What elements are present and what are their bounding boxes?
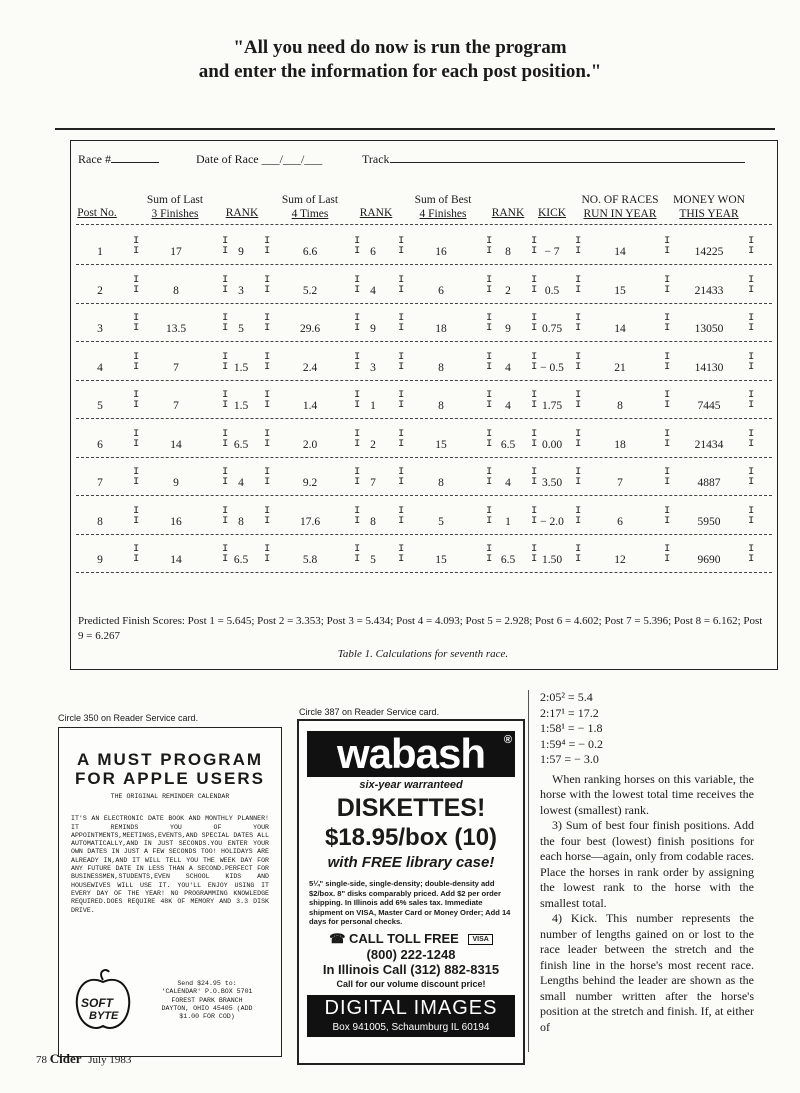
table-cell-last4: 6.6 [302, 246, 318, 258]
table-cell-last3: 13.5 [165, 323, 187, 335]
column-separator: I I [222, 466, 229, 488]
header-money: MONEY WON THIS YEAR [673, 194, 745, 220]
table-cell-races: 15 [614, 284, 626, 297]
column-separator: I I [664, 466, 671, 488]
table-cell-last3: 14 [170, 438, 182, 451]
table-cell-best4: 8 [438, 361, 444, 374]
column-separator: I I [486, 312, 493, 334]
table-cell-races: 14 [614, 323, 626, 335]
page-footer [36, 1051, 131, 1067]
column-separator: I I [486, 389, 493, 411]
header-rank-3: RANK [491, 207, 525, 219]
column-separator: I I [133, 543, 140, 565]
table-cell-r1: 3 [238, 284, 244, 297]
column-separator: I I [486, 466, 493, 488]
column-separator: I I [133, 273, 140, 296]
table-cell-money: 9690 [697, 554, 721, 566]
row-divider [76, 572, 772, 573]
table-cell-last4: 2.0 [302, 438, 318, 451]
column-separator: I I [354, 350, 361, 373]
table-cell-kick: 0.00 [541, 438, 563, 451]
wabash-promo: with FREE library case! [327, 854, 495, 871]
column-separator: I I [354, 427, 361, 450]
column-separator: I I [222, 273, 229, 296]
header-rank-1: RANK [225, 207, 259, 219]
column-separator: I I [575, 273, 582, 296]
pull-quote-line2: and enter the information for each post position." [198, 61, 602, 82]
column-separator: I I [222, 389, 229, 411]
table-cell-best4: 16 [435, 246, 447, 258]
column-separator: I I [575, 350, 582, 373]
column-separator: I I [264, 543, 271, 565]
column-separator: I I [354, 312, 361, 334]
ad-apple-body: IT'S AN ELECTRONIC DATE BOOK AND MONTHLY PLANNER! IT REMINDS YOU OF YOUR APPOINTMENTS,MEETINGS,EVENTS,AND SPECIAL DATES ALL AUTOMATICALLY,AND IN JUST SECONDS.YOU ENTER YOUR OWN DATES IN JUST A FEW SECONDS TOO! HOLIDAYS ARE ALREADY IN,AND IT WILL TELL YOU THE WEEK DAY FOR ANY FUTURE DATE IN LESS THAN A SECOND.PERFECT FOR BUSINESSMEN,STUDENTS,EVEN SCHOOL KIDS AND HOUSEWIVES WILL USE IT. YOU'LL ENJOY USING IT EVERY DAY OF THE YEAR! NO PROGRAMMING KNOWLEDGE REQUIRED.DOES REQUIRE 48K OF MEMORY AND 3.3 DISK DRIVE. [71, 815, 269, 914]
column-separator: I I [664, 312, 671, 334]
column-separator: I I [748, 235, 755, 257]
ad-apple-subtitle: THE ORIGINAL REMINDER CALENDAR [110, 793, 230, 800]
column-separator: I I [222, 504, 229, 527]
table-cell-kick: 0.5 [544, 284, 560, 297]
column-separator: I I [133, 350, 140, 373]
table-cell-r2: 8 [370, 515, 376, 528]
column-separator: I I [133, 235, 140, 257]
table-cell-last3: 16 [170, 515, 182, 528]
table-cell-r1: 8 [238, 515, 244, 528]
table-cell-r3: 4 [505, 477, 511, 489]
table-cell-best4: 18 [435, 323, 447, 335]
column-separator: I I [398, 543, 405, 565]
table-cell-r3: 9 [505, 323, 511, 335]
row-divider [76, 303, 772, 304]
calc-line: 1:59⁴ = − 0.2 [540, 736, 604, 751]
column-separator: I I [133, 427, 140, 450]
header-kick: KICK [537, 207, 567, 219]
column-separator: I I [748, 312, 755, 334]
column-separator: I I [264, 312, 271, 334]
table-cell-r1: 6.5 [233, 438, 249, 451]
column-separator: I I [133, 312, 140, 334]
table-cell-last3: 7 [173, 400, 179, 412]
table-cell-post: 8 [97, 515, 103, 528]
row-divider [76, 341, 772, 342]
column-separator: I I [664, 504, 671, 527]
paragraph: 3) Sum of best four finish positions. Add the four best (lowest) finish positions for each horse—again, only from codable races. Place the horses in rank order by assigning the lowest rank to the horse with the smallest total. [540, 818, 754, 910]
calc-line: 1:57 = − 3.0 [540, 752, 599, 766]
column-separator: I I [575, 543, 582, 565]
table-cell-best4: 15 [435, 438, 447, 451]
column-separator: I I [222, 543, 229, 565]
row-divider [76, 380, 772, 381]
column-separator: I I [486, 543, 493, 565]
table-cell-money: 4887 [697, 477, 721, 489]
column-separator: I I [398, 466, 405, 488]
column-separator: I I [575, 466, 582, 488]
table-cell-best4: 6 [438, 284, 444, 297]
column-separator: I I [748, 350, 755, 373]
table-cell-last3: 14 [170, 554, 182, 566]
table-cell-last4: 17.6 [299, 515, 321, 528]
column-separator: I I [486, 235, 493, 257]
column-separator: I I [748, 466, 755, 488]
wabash-product: DISKETTES! [336, 794, 486, 822]
table-cell-races: 7 [617, 477, 623, 489]
header-sum-best4: Sum of Best 4 Finishes [414, 194, 472, 220]
header-rank-2: RANK [359, 207, 393, 219]
table-cell-last4: 5.8 [302, 554, 318, 566]
table-cell-r3: 2 [505, 284, 511, 297]
table-cell-kick: − 2.0 [540, 515, 564, 528]
table-cell-money: 21433 [694, 284, 724, 297]
table-cell-last3: 7 [173, 361, 179, 374]
table-cell-races: 8 [617, 400, 623, 412]
table-cell-last4: 5.2 [302, 284, 318, 297]
row-divider [76, 264, 772, 265]
calc-line: 1:58¹ = − 1.8 [540, 721, 603, 735]
table-cell-r2: 5 [370, 554, 376, 566]
column-separator: I I [264, 466, 271, 488]
column-separator: I I [222, 427, 229, 450]
column-separator: I I [354, 543, 361, 565]
wabash-details: 5¼" single-side, single-density; double-density add $2/box. 8" disks comparably priced. Add $2 per order shipping. In Illinois add 6% sales tax. Immediate shipment on VISA, Master Card or Money Order; Add 14 days for personal checks. [309, 879, 511, 926]
table-cell-money: 14225 [694, 246, 724, 258]
column-separator: I I [531, 466, 538, 488]
column-separator: I I [664, 235, 671, 257]
column-separator: I I [575, 504, 582, 527]
column-separator: I I [748, 389, 755, 411]
column-separator: I I [222, 312, 229, 334]
column-separator: I I [264, 389, 271, 411]
table-cell-last4: 2.4 [302, 361, 318, 374]
race-label: Race # [78, 152, 111, 166]
column-separator: I I [748, 504, 755, 527]
date-field [196, 152, 322, 167]
header-sum-last3: Sum of Last 3 Finishes [146, 194, 204, 220]
table-cell-last3: 8 [173, 284, 179, 297]
column-separator: I I [575, 235, 582, 257]
table-cell-last3: 9 [173, 477, 179, 489]
column-separator: I I [398, 389, 405, 411]
track-label: Track [362, 152, 390, 166]
header-races: NO. OF RACES RUN IN YEAR [581, 194, 659, 220]
column-separator: I I [664, 389, 671, 411]
table-cell-r3: 6.5 [500, 438, 516, 451]
calc-line: 2:17¹ = 17.2 [540, 705, 599, 720]
table-cell-kick: 1.75 [541, 400, 563, 412]
column-separator: I I [398, 235, 405, 257]
ad-apple [58, 727, 282, 1057]
table-cell-money: 13050 [694, 323, 724, 335]
table-cell-r2: 4 [370, 284, 376, 297]
column-separator: I I [748, 427, 755, 450]
row-divider [76, 534, 772, 535]
table-cell-post: 4 [97, 361, 103, 374]
table-cell-post: 6 [97, 438, 103, 451]
race-field [78, 152, 159, 167]
column-separator: I I [354, 389, 361, 411]
column-separator: I I [354, 466, 361, 488]
column-separator: I I [354, 273, 361, 296]
column-separator: I I [354, 504, 361, 527]
table-cell-post: 7 [97, 477, 103, 489]
divider [55, 128, 775, 130]
predicted-scores: Predicted Finish Scores: Post 1 = 5.645; Post 2 = 3.353; Post 3 = 5.434; Post 4 = 4.093; Post 5 = 2.928; Post 6 = 4.602; Post 7 = 5.396; Post 8 = 6.162; Post 9 = 6.267 [78, 615, 763, 642]
table-cell-r3: 4 [505, 400, 511, 412]
digital-images-logo: DIGITAL IMAGES [307, 995, 515, 1021]
ad-apple-title-2: FOR APPLE USERS [75, 769, 265, 788]
column-separator: I I [398, 350, 405, 373]
table-cell-r1: 1.5 [233, 361, 249, 374]
column-separator: I I [486, 350, 493, 373]
calc-line: 2:05² = 5.4 [540, 690, 593, 704]
column-separator: I I [664, 273, 671, 296]
table-cell-kick: − 7 [544, 246, 560, 258]
ad-wabash-circle-note: Circle 387 on Reader Service card. [299, 707, 440, 717]
table-cell-last3: 17 [170, 246, 182, 258]
column-separator: I I [531, 389, 538, 411]
table-cell-last4: 1.4 [302, 400, 318, 412]
header-divider [76, 224, 772, 225]
wabash-price: $18.95/box (10) [324, 824, 498, 851]
column-separator: I I [531, 543, 538, 565]
table-cell-races: 14 [614, 246, 626, 258]
table-cell-kick: 0.75 [541, 323, 563, 335]
column-separator: I I [486, 504, 493, 527]
column-separator: I I [264, 504, 271, 527]
column-separator: I I [531, 350, 538, 373]
magazine-name: Cider [49, 1051, 82, 1066]
header-sum-last4: Sum of Last 4 Times [281, 194, 339, 220]
column-separator: I I [664, 543, 671, 565]
wabash-logo: wabash ® [307, 731, 515, 777]
row-divider [76, 457, 772, 458]
table-cell-races: 12 [614, 554, 626, 566]
table-cell-r3: 4 [505, 361, 511, 374]
column-separator: I I [354, 235, 361, 257]
table-cell-kick: 3.50 [541, 477, 563, 489]
table-cell-last4: 29.6 [299, 323, 321, 335]
column-separator: I I [531, 504, 538, 527]
column-separator: I I [575, 427, 582, 450]
table-cell-r3: 1 [505, 515, 511, 528]
wabash-tagline: six-year warranteed [359, 779, 463, 791]
column-separator: I I [398, 273, 405, 296]
table-cell-post: 2 [97, 284, 103, 297]
table-cell-best4: 8 [438, 400, 444, 412]
column-separator: I I [748, 273, 755, 296]
column-separator: I I [264, 235, 271, 257]
column-separator: I I [664, 427, 671, 450]
digital-images-address: Box 941005, Schaumburg IL 60194 [307, 1021, 515, 1037]
table-caption: Table 1. Calculations for seventh race. [337, 648, 509, 660]
wabash-call: ☎ CALL TOLL FREE VISA [299, 931, 523, 947]
table-cell-r2: 9 [370, 323, 376, 335]
column-separator: I I [264, 350, 271, 373]
column-separator: I I [222, 350, 229, 373]
ad-apple-circle-note: Circle 350 on Reader Service card. [58, 713, 199, 723]
paragraph: 4) Kick. This number represents the number of lengths gained on or lost to the race leader between the stretch and the finish line in the horse's most recent race. Lengths behind the leader are shown as the small number written after the horse's position at the stretch and finish. If, at either of [540, 911, 754, 1034]
column-separator: I I [264, 273, 271, 296]
column-rule [528, 690, 529, 1052]
table-cell-money: 14130 [694, 361, 724, 374]
column-separator: I I [398, 312, 405, 334]
table-cell-r2: 1 [370, 400, 376, 412]
ad-apple-title-1: A MUST PROGRAM [76, 750, 264, 769]
table-cell-r3: 6.5 [500, 554, 516, 566]
table-cell-post: 5 [97, 400, 103, 412]
column-separator: I I [748, 543, 755, 565]
column-separator: I I [398, 427, 405, 450]
table-cell-money: 5950 [697, 515, 721, 528]
column-separator: I I [133, 389, 140, 411]
issue-date: July 1983 [88, 1054, 132, 1066]
column-separator: I I [133, 466, 140, 488]
table-cell-r1: 9 [238, 246, 244, 258]
table-cell-r2: 6 [370, 246, 376, 258]
logo-byte: BYTE [89, 1010, 119, 1022]
table-cell-r1: 4 [238, 477, 244, 489]
ad-wabash [297, 719, 525, 1065]
table-cell-post: 9 [97, 554, 103, 566]
track-field [362, 152, 745, 167]
table-cell-r1: 5 [238, 323, 244, 335]
paragraph: When ranking horses on this variable, the horse with the lowest total time receives the lowest (smallest) rank. [540, 771, 754, 817]
column-separator: I I [575, 389, 582, 411]
table-cell-post: 1 [97, 246, 103, 258]
ad-apple-order: Send $24.95 to: 'CALENDAR' P.O.BOX 5701 FOREST PARK BRANCH DAYTON, OHIO 45405 (ADD $1.00 FOR COD) [161, 980, 253, 1021]
column-separator: I I [398, 504, 405, 527]
column-separator: I I [486, 427, 493, 450]
table-cell-best4: 8 [438, 477, 444, 489]
table-cell-r3: 8 [505, 246, 511, 258]
table-cell-money: 7445 [697, 400, 721, 412]
date-blank: ___/___/___ [261, 152, 323, 166]
table-cell-r2: 7 [370, 477, 376, 489]
table-cell-kick: 1.50 [541, 554, 563, 566]
page-number: 78 [36, 1054, 47, 1066]
article-text [540, 690, 754, 1035]
column-separator: I I [222, 235, 229, 257]
column-separator: I I [531, 235, 538, 257]
date-label: Date of Race [196, 152, 259, 166]
column-separator: I I [531, 427, 538, 450]
wabash-phone: (800) 222-1248 [366, 946, 456, 962]
table-cell-races: 21 [614, 361, 626, 374]
wabash-illinois: In Illinois Call (312) 882-8315 [322, 961, 500, 977]
header-post-no: Post No. [77, 207, 117, 219]
pull-quote [0, 36, 800, 84]
table-cell-best4: 5 [438, 515, 444, 528]
table-cell-kick: − 0.5 [540, 361, 564, 374]
table-cell-r1: 1.5 [233, 400, 249, 412]
table-cell-post: 3 [97, 323, 103, 335]
column-separator: I I [664, 350, 671, 373]
table-cell-r2: 2 [370, 438, 376, 451]
table-cell-races: 6 [617, 515, 623, 528]
pull-quote-line1: "All you need do now is run the program [233, 37, 567, 58]
table-cell-best4: 15 [435, 554, 447, 566]
column-separator: I I [575, 312, 582, 334]
column-separator: I I [133, 504, 140, 527]
row-divider [76, 418, 772, 419]
table-cell-last4: 9.2 [302, 477, 318, 489]
apple-logo-icon [73, 966, 133, 1036]
table-cell-money: 21434 [694, 438, 724, 451]
column-separator: I I [486, 273, 493, 296]
visa-icon: VISA [468, 934, 492, 945]
phone-icon: ☎ [329, 930, 346, 946]
column-separator: I I [531, 273, 538, 296]
column-separator: I I [264, 427, 271, 450]
table-cell-races: 18 [614, 438, 626, 451]
table-cell-r2: 3 [370, 361, 376, 374]
wabash-volume: Call for our volume discount price! [336, 978, 486, 989]
logo-soft: SOFT [81, 996, 113, 1010]
column-separator: I I [531, 312, 538, 334]
table-cell-r1: 6.5 [233, 554, 249, 566]
row-divider [76, 495, 772, 496]
